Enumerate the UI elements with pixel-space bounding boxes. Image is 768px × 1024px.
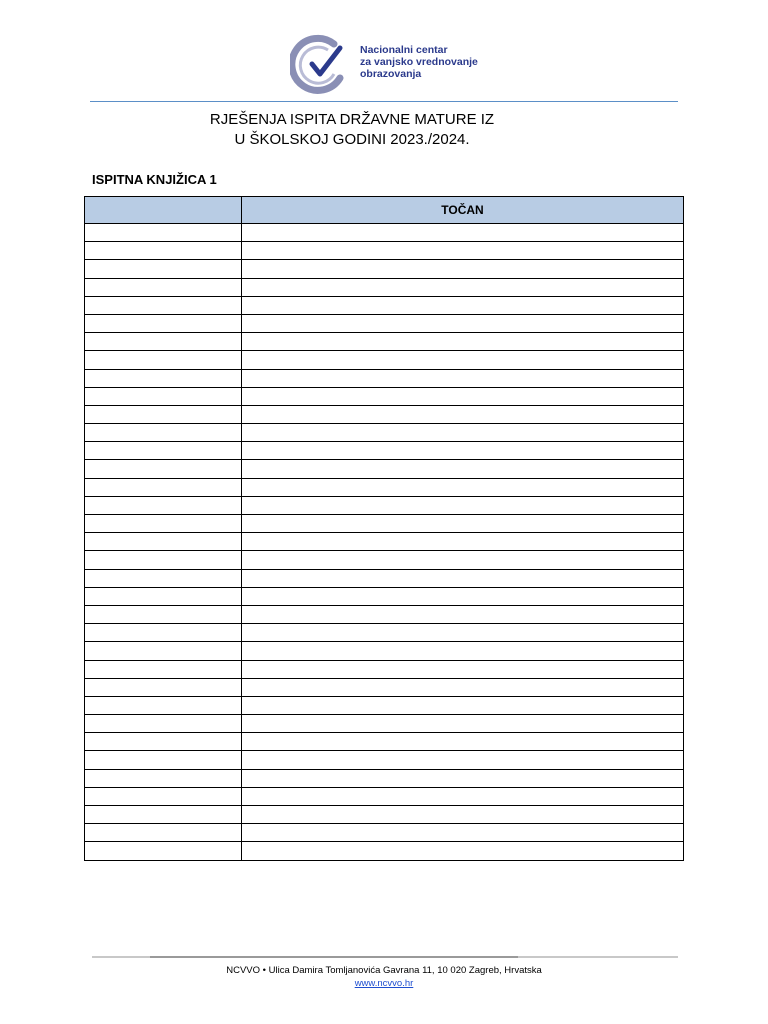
question-cell xyxy=(85,769,242,787)
question-cell xyxy=(85,260,242,278)
question-cell xyxy=(85,405,242,423)
answer-cell xyxy=(242,278,684,296)
answer-cell xyxy=(242,369,684,387)
table-row xyxy=(85,515,684,533)
question-cell xyxy=(85,278,242,296)
title-line-2: U ŠKOLSKOJ GODINI 2023./2024. xyxy=(234,131,470,148)
table-row xyxy=(85,296,684,314)
answer-cell xyxy=(242,806,684,824)
table-row xyxy=(85,569,684,587)
question-cell xyxy=(85,351,242,369)
logo-line-3: obrazovanja xyxy=(360,68,422,80)
ncvvo-emblem-icon xyxy=(290,34,356,96)
question-cell xyxy=(85,296,242,314)
answer-cell xyxy=(242,787,684,805)
answer-cell xyxy=(242,242,684,260)
table-row xyxy=(85,533,684,551)
answer-cell xyxy=(242,624,684,642)
question-cell xyxy=(85,642,242,660)
answer-cell xyxy=(242,824,684,842)
ncvvo-logo xyxy=(290,34,490,96)
title-line-1: RJEŠENJA ISPITA DRŽAVNE MATURE IZ xyxy=(209,111,495,128)
answer-cell xyxy=(242,642,684,660)
question-cell xyxy=(85,387,242,405)
answer-cell xyxy=(242,733,684,751)
table-row xyxy=(85,624,684,642)
table-row xyxy=(85,460,684,478)
footer-website-link[interactable]: www.ncvvo.hr xyxy=(354,978,414,989)
footer xyxy=(0,964,768,990)
answer-cell xyxy=(242,296,684,314)
answer-cell xyxy=(242,696,684,714)
booklet-label: ISPITNA KNJIŽICA 1 xyxy=(92,172,217,187)
question-cell xyxy=(85,496,242,514)
question-cell xyxy=(85,333,242,351)
table-row xyxy=(85,278,684,296)
question-cell xyxy=(85,424,242,442)
table-row xyxy=(85,387,684,405)
answer-cell xyxy=(242,224,684,242)
question-cell xyxy=(85,478,242,496)
answer-cell xyxy=(242,496,684,514)
table-row xyxy=(85,842,684,860)
question-cell xyxy=(85,515,242,533)
question-cell xyxy=(85,733,242,751)
header-divider xyxy=(90,101,678,102)
question-cell xyxy=(85,787,242,805)
answer-cell xyxy=(242,769,684,787)
answer-cell xyxy=(242,442,684,460)
logo-line-2: za vanjsko vrednovanje xyxy=(360,56,478,68)
question-cell xyxy=(85,242,242,260)
answer-cell xyxy=(242,715,684,733)
table-header-row xyxy=(85,197,684,224)
table-row xyxy=(85,660,684,678)
answer-table xyxy=(84,196,684,861)
question-cell xyxy=(85,314,242,332)
answer-cell xyxy=(242,842,684,860)
answer-cell xyxy=(242,387,684,405)
table-row xyxy=(85,260,684,278)
question-cell xyxy=(85,551,242,569)
question-cell xyxy=(85,442,242,460)
table-row xyxy=(85,678,684,696)
question-cell xyxy=(85,224,242,242)
question-cell xyxy=(85,533,242,551)
answer-cell xyxy=(242,605,684,623)
table-row xyxy=(85,424,684,442)
footer-divider xyxy=(92,956,678,958)
table-row xyxy=(85,242,684,260)
table-row xyxy=(85,496,684,514)
answer-cell xyxy=(242,533,684,551)
answer-cell xyxy=(242,551,684,569)
question-cell xyxy=(85,460,242,478)
question-cell xyxy=(85,660,242,678)
answer-cell xyxy=(242,333,684,351)
logo-line-1: Nacionalni centar xyxy=(360,44,448,56)
answer-cell xyxy=(242,478,684,496)
table-row xyxy=(85,605,684,623)
table-row xyxy=(85,733,684,751)
table-row xyxy=(85,787,684,805)
question-cell xyxy=(85,751,242,769)
table-row xyxy=(85,333,684,351)
document-title xyxy=(150,110,554,150)
answer-cell xyxy=(242,314,684,332)
table-row xyxy=(85,351,684,369)
question-cell xyxy=(85,624,242,642)
question-cell xyxy=(85,806,242,824)
question-cell xyxy=(85,369,242,387)
question-cell xyxy=(85,569,242,587)
table-row xyxy=(85,824,684,842)
answer-cell xyxy=(242,751,684,769)
question-cell xyxy=(85,842,242,860)
answer-cell xyxy=(242,405,684,423)
answer-cell xyxy=(242,460,684,478)
table-row xyxy=(85,642,684,660)
table-row xyxy=(85,442,684,460)
answer-cell xyxy=(242,260,684,278)
footer-address: NCVVO • Ulica Damira Tomljanovića Gavrana 11, 10 020 Zagreb, Hrvatska xyxy=(226,965,542,976)
header-cell-question xyxy=(85,197,242,224)
table-row xyxy=(85,405,684,423)
answer-cell xyxy=(242,587,684,605)
table-row xyxy=(85,369,684,387)
question-cell xyxy=(85,824,242,842)
header-cell-correct: TOČAN xyxy=(242,197,684,224)
answer-cell xyxy=(242,351,684,369)
answer-cell xyxy=(242,660,684,678)
table-row xyxy=(85,224,684,242)
answer-cell xyxy=(242,678,684,696)
table-row xyxy=(85,314,684,332)
table-row xyxy=(85,551,684,569)
answer-cell xyxy=(242,424,684,442)
question-cell xyxy=(85,696,242,714)
question-cell xyxy=(85,587,242,605)
logo-text xyxy=(360,44,478,80)
table-row xyxy=(85,587,684,605)
table-row xyxy=(85,715,684,733)
table-row xyxy=(85,751,684,769)
answer-cell xyxy=(242,515,684,533)
answer-cell xyxy=(242,569,684,587)
table-row xyxy=(85,769,684,787)
table-row xyxy=(85,806,684,824)
question-cell xyxy=(85,715,242,733)
footer-divider-accent xyxy=(150,956,518,958)
table-row xyxy=(85,478,684,496)
table-row xyxy=(85,696,684,714)
table-body xyxy=(85,224,684,861)
question-cell xyxy=(85,678,242,696)
question-cell xyxy=(85,605,242,623)
